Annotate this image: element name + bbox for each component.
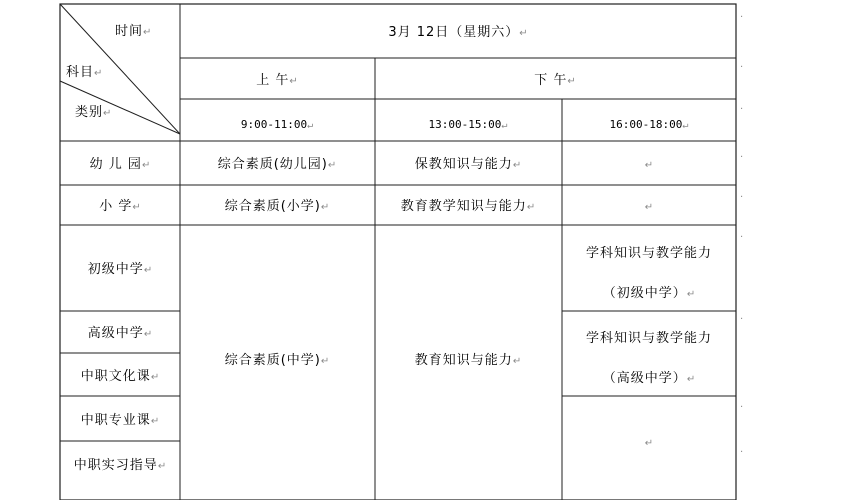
- senior-subject-line-2: （高级中学）↵: [602, 371, 696, 386]
- row-end-mark: ·: [740, 314, 744, 325]
- row-end-mark: ·: [740, 62, 744, 73]
- category-vocational-major: 中职专业课↵: [80, 413, 160, 428]
- primary-morning-subject: 综合素质(小学)↵: [224, 199, 330, 214]
- secondary-morning-subject: 综合素质(中学)↵: [224, 353, 330, 368]
- row-end-mark: ·: [740, 152, 744, 163]
- junior-subject-line-2: （初级中学）↵: [602, 286, 696, 301]
- category-vocational-culture: 中职文化课↵: [80, 369, 160, 384]
- time-slot-3: 16:00-18:00↵: [609, 118, 689, 131]
- corner-label-category: 类别↵: [75, 105, 112, 120]
- vocational-late-afternoon-subject: ↵: [644, 438, 654, 449]
- morning-heading: 上 午↵: [256, 73, 298, 88]
- category-junior-high: 初级中学↵: [87, 262, 153, 277]
- kindergarten-afternoon-subject: 保教知识与能力↵: [414, 157, 522, 172]
- category-vocational-practice: 中职实习指导↵: [73, 458, 167, 473]
- primary-late-afternoon-subject: ↵: [644, 202, 654, 213]
- corner-label-subject: 科目↵: [66, 65, 103, 80]
- row-end-mark: ·: [740, 402, 744, 413]
- category-kindergarten: 幼 儿 园↵: [89, 157, 151, 172]
- row-end-mark: ·: [740, 447, 744, 458]
- category-primary: 小 学↵: [99, 199, 141, 214]
- corner-label-time: 时间↵: [115, 24, 152, 39]
- time-slot-2: 13:00-15:00↵: [428, 118, 508, 131]
- row-end-mark: ·: [740, 232, 744, 243]
- row-end-mark: ·: [740, 192, 744, 203]
- row-end-mark: ·: [740, 104, 744, 115]
- primary-afternoon-subject: 教育教学知识与能力↵: [400, 199, 536, 214]
- afternoon-heading: 下 午↵: [534, 73, 576, 88]
- category-senior-high: 高级中学↵: [87, 326, 153, 341]
- exam-date: 3月 12日（星期六）↵: [388, 25, 528, 40]
- row-end-mark: ·: [740, 12, 744, 23]
- senior-subject-line-1: 学科知识与教学能力: [585, 331, 713, 346]
- secondary-afternoon-subject: 教育知识与能力↵: [414, 353, 522, 368]
- kindergarten-morning-subject: 综合素质(幼儿园)↵: [217, 157, 337, 172]
- junior-subject-line-1: 学科知识与教学能力: [585, 246, 713, 261]
- kindergarten-late-afternoon-subject: ↵: [644, 160, 654, 171]
- time-slot-1: 9:00-11:00↵: [240, 118, 314, 131]
